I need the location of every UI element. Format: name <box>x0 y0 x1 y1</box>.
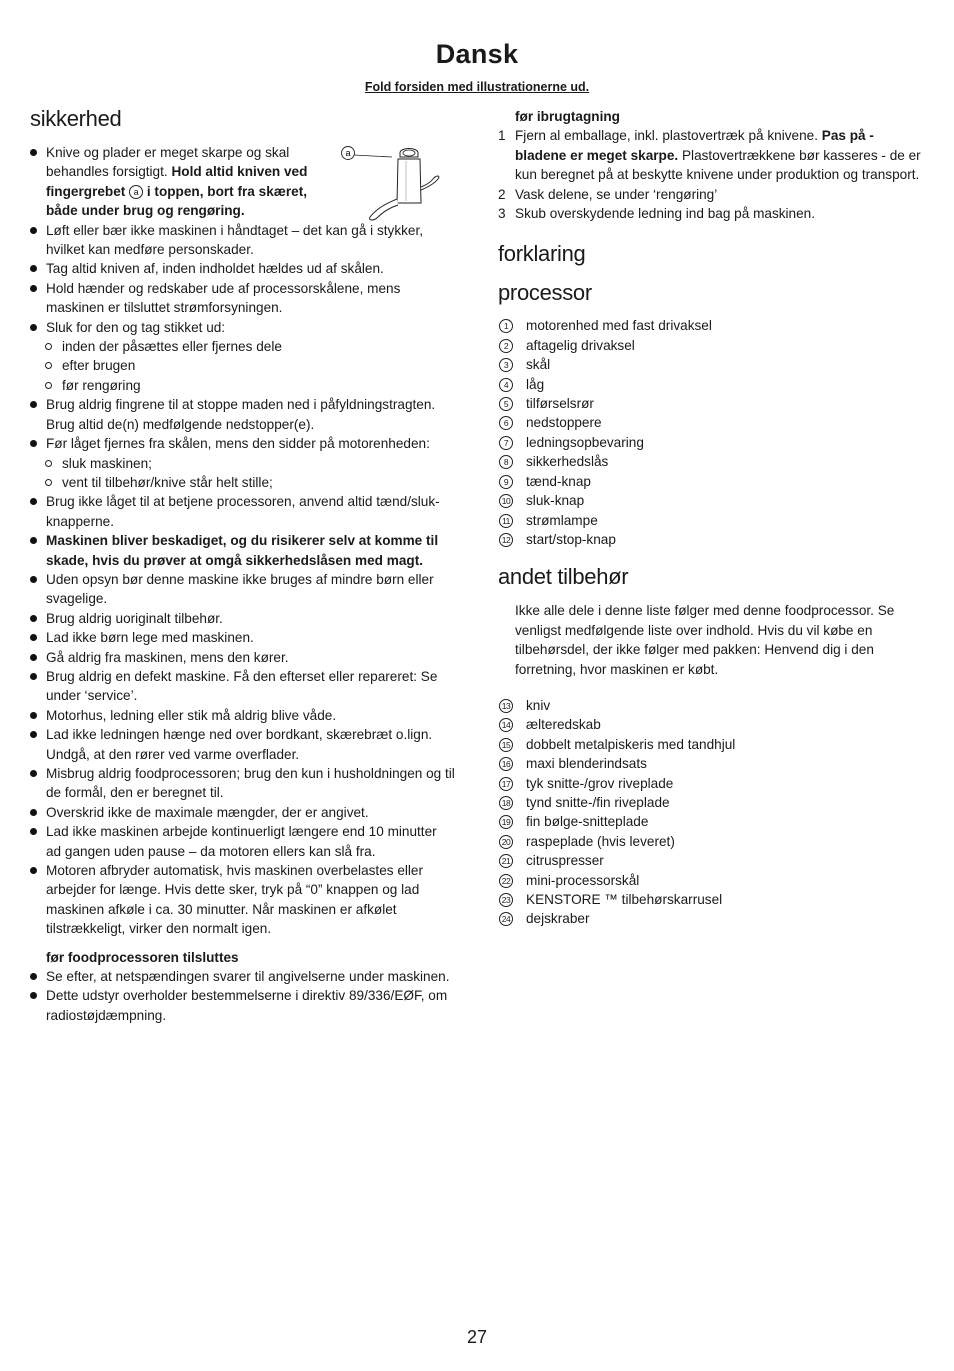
safety-item: Uden opsyn bør denne maskine ikke bruges af mindre børn eller svagelige. <box>30 570 455 609</box>
before-use-step: 3 Skub overskydende ledning ind bag på maskinen. <box>498 206 816 222</box>
safety-item: Tag altid kniven af, inden indholdet hældes ud af skålen. <box>30 259 455 278</box>
legend-item-label: tænd-knap <box>526 473 591 489</box>
legend-item-label: sikkerhedslås <box>526 454 609 470</box>
legend-item-label: skål <box>526 357 551 373</box>
accessories-heading: andet tilbehør <box>498 564 629 590</box>
processor-list <box>498 316 928 549</box>
legend-item <box>498 851 928 870</box>
safety-item: Brug ikke låget til at betjene processoren, anvend altid tænd/sluk-knapperne. <box>30 492 455 531</box>
processor-heading: processor <box>498 280 592 306</box>
legend-item <box>498 715 928 734</box>
number-circle-icon: 20 <box>499 835 513 849</box>
safety-item: Før låget fjernes fra skålen, mens den sidder på motorenheden: <box>30 434 455 453</box>
legend-item <box>498 472 928 491</box>
safety-item: Brug aldrig en defekt maskine. Få den efterset eller repareret: Se under ‘service’. <box>30 667 455 706</box>
page-number: 27 <box>466 1327 488 1347</box>
number-circle-icon: 21 <box>499 854 513 868</box>
safety-item: Gå aldrig fra maskinen, mens den kører. <box>30 648 455 667</box>
safety-item: Løft eller bær ikke maskinen i håndtaget – det kan gå i stykker, hvilket kan medføre personskader. <box>30 221 455 260</box>
number-circle-icon: 14 <box>499 718 513 732</box>
connect-item: Se efter, at netspændingen svarer til angivelserne under maskinen. <box>30 967 455 986</box>
connect-list <box>30 967 455 1025</box>
legend-item-label: tynd snitte-/fin riveplade <box>526 794 670 810</box>
number-circle-icon: 5 <box>499 397 513 411</box>
page-title: Dansk <box>435 39 519 69</box>
safety-item: Sluk for den og tag stikket ud: <box>30 318 455 337</box>
before-use-step: 1 Fjern al emballage, inkl. plastovertræk på knivene. Pas på - bladene er meget skarpe. Plastovertrækkene bør kasseres - de er kun beregnet på at beskytte knivene under produktion og transport. <box>498 128 921 183</box>
safety-subitem: efter brugen <box>30 356 455 375</box>
legend-item-label: strømlampe <box>526 512 598 528</box>
safety-section <box>30 104 455 1025</box>
safety-subitem: sluk maskinen; <box>30 454 455 473</box>
connect-item: Dette udstyr overholder bestemmelserne i direktiv 89/336/EØF, om radiostøjdæmpning. <box>30 986 455 1025</box>
legend-item <box>498 890 928 909</box>
legend-item <box>498 696 928 715</box>
before-use-step: 2 Vask delene, se under ‘rengøring’ <box>498 186 718 202</box>
number-circle-icon: 10 <box>499 494 513 508</box>
legend-item <box>498 812 928 831</box>
safety-item: Motoren afbryder automatisk, hvis maskinen overbelastes eller arbejder for længe. Hvis dette sker, tryk på “0” knappen og lad maskinen afkøle i ca. 30 minutter. Når maskinen er afkølet tilstrækkeligt, virker den normalt igen. <box>30 861 455 939</box>
number-circle-icon: 2 <box>499 339 513 353</box>
safety-item-knife: Knive og plader er meget skarpe og skal behandles forsigtigt. Hold altid kniven ved fingergrebet a i toppen, bort fra skæret, både under brug og rengøring. <box>30 143 455 221</box>
number-circle-icon: 3 <box>499 358 513 372</box>
legend-item <box>498 530 928 549</box>
number-circle-icon: 18 <box>499 796 513 810</box>
legend-item-label: dobbelt metalpiskeris med tandhjul <box>526 736 736 752</box>
legend-item-label: nedstoppere <box>526 415 602 431</box>
marker-a-icon: a <box>129 185 143 199</box>
safety-item: Brug aldrig uoriginalt tilbehør. <box>30 609 455 628</box>
accessories-list <box>498 696 928 929</box>
legend-item <box>498 375 928 394</box>
before-use-steps <box>498 126 928 223</box>
legend-item-label: ledningsopbevaring <box>526 434 644 450</box>
legend-item <box>498 336 928 355</box>
legend-item <box>498 793 928 812</box>
number-circle-icon: 17 <box>499 777 513 791</box>
number-circle-icon: 8 <box>499 455 513 469</box>
number-circle-icon: 7 <box>499 436 513 450</box>
number-circle-icon: 23 <box>499 893 513 907</box>
page-subtitle: Fold forsiden med illustrationerne ud. <box>364 80 590 94</box>
number-circle-icon: 16 <box>499 757 513 771</box>
legend-item-label: dejskraber <box>526 911 590 927</box>
legend-item-label: tyk snitte-/grov riveplade <box>526 775 674 791</box>
number-circle-icon: 9 <box>499 475 513 489</box>
safety-item: Lad ikke ledningen hænge ned over bordkant, skærebræt o.lign. Undgå, at den rører ved varme overflader. <box>30 725 455 764</box>
legend-item-label: KENSTORE ™ tilbehørskarrusel <box>526 892 723 907</box>
safety-item: Misbrug aldrig foodprocessoren; brug den kun i husholdningen og til de formål, den er beregnet til. <box>30 764 455 803</box>
safety-subitem: inden der påsættes eller fjernes dele <box>30 337 455 356</box>
legend-item-label: citruspresser <box>526 853 604 869</box>
right-column <box>498 107 928 929</box>
safety-item: Hold hænder og redskaber ude af processorskålene, mens maskinen er tilsluttet strømforsyningen. <box>30 279 455 318</box>
legend-item-label: fin bølge-snitteplade <box>526 814 649 830</box>
safety-subitem: vent til tilbehør/knive står helt stille; <box>30 473 455 492</box>
legend-item-label: mini-processorskål <box>526 872 640 888</box>
legend-item-label: sluk-knap <box>526 493 585 509</box>
legend-item <box>498 433 928 452</box>
legend-heading: forklaring <box>498 241 586 267</box>
safety-item-bold: Maskinen bliver beskadiget, og du risikerer selv at komme til skade, hvis du prøver at omgå sikkerhedslåsen med magt. <box>30 531 455 570</box>
number-circle-icon: 13 <box>499 699 513 713</box>
number-circle-icon: 15 <box>499 738 513 752</box>
illustration-label: a <box>345 148 351 158</box>
legend-item-label: motorenhed med fast drivaksel <box>526 318 712 334</box>
legend-item <box>498 491 928 510</box>
number-circle-icon: 19 <box>499 815 513 829</box>
legend-item <box>498 774 928 793</box>
legend-item <box>498 452 928 471</box>
number-circle-icon: 22 <box>499 874 513 888</box>
accessories-intro: Ikke alle dele i denne liste følger med denne foodprocessor. Se venligst medfølgende liste over indhold. Hvis du vil købe en tilbehørsdel, der ikke følger med pakken: Henvend dig i den forretning, hvor maskinen er købt. <box>515 603 895 677</box>
safety-list-1 <box>30 221 455 939</box>
legend-item <box>498 316 928 335</box>
safety-item: Lad ikke børn lege med maskinen. <box>30 628 455 647</box>
legend-item <box>498 394 928 413</box>
legend-item-label: ælteredskab <box>526 717 601 733</box>
safety-heading: sikkerhed <box>30 106 122 131</box>
number-circle-icon: 12 <box>499 533 513 547</box>
legend-item-label: låg <box>526 376 545 392</box>
before-use-heading: før ibrugtagning <box>515 109 620 124</box>
legend-item-label: start/stop-knap <box>526 531 616 547</box>
number-circle-icon: 4 <box>499 378 513 392</box>
connect-heading: før foodprocessoren tilsluttes <box>46 949 239 965</box>
legend-item <box>498 511 928 530</box>
legend-item-label: raspeplade (hvis leveret) <box>526 833 675 849</box>
legend-item-label: aftagelig drivaksel <box>526 337 635 353</box>
safety-subitem: før rengøring <box>30 376 455 395</box>
knife-item-wrap <box>30 143 455 221</box>
legend-item-label: tilførselsrør <box>526 396 594 412</box>
legend-item <box>498 754 928 773</box>
number-circle-icon: 6 <box>499 416 513 430</box>
legend-item <box>498 909 928 928</box>
safety-item: Lad ikke maskinen arbejde kontinuerligt længere end 10 minutter ad gangen uden pause – da motoren ellers kan slå fra. <box>30 822 455 861</box>
legend-item-label: kniv <box>526 697 551 713</box>
legend-item <box>498 735 928 754</box>
number-circle-icon: 11 <box>499 514 513 528</box>
legend-item-label: maxi blenderindsats <box>526 756 647 772</box>
number-circle-icon: 24 <box>499 912 513 926</box>
number-circle-icon: 1 <box>499 319 513 333</box>
legend-item <box>498 413 928 432</box>
safety-item: Overskrid ikke de maximale mængder, der er angivet. <box>30 803 455 822</box>
legend-item <box>498 355 928 374</box>
safety-item: Brug aldrig fingrene til at stoppe maden ned i påfyldningstragten. Brug altid de(n) medfølgende nedstopper(e). <box>30 395 455 434</box>
legend-item <box>498 871 928 890</box>
legend-item <box>498 832 928 851</box>
safety-item: Motorhus, ledning eller stik må aldrig blive våde. <box>30 706 455 725</box>
